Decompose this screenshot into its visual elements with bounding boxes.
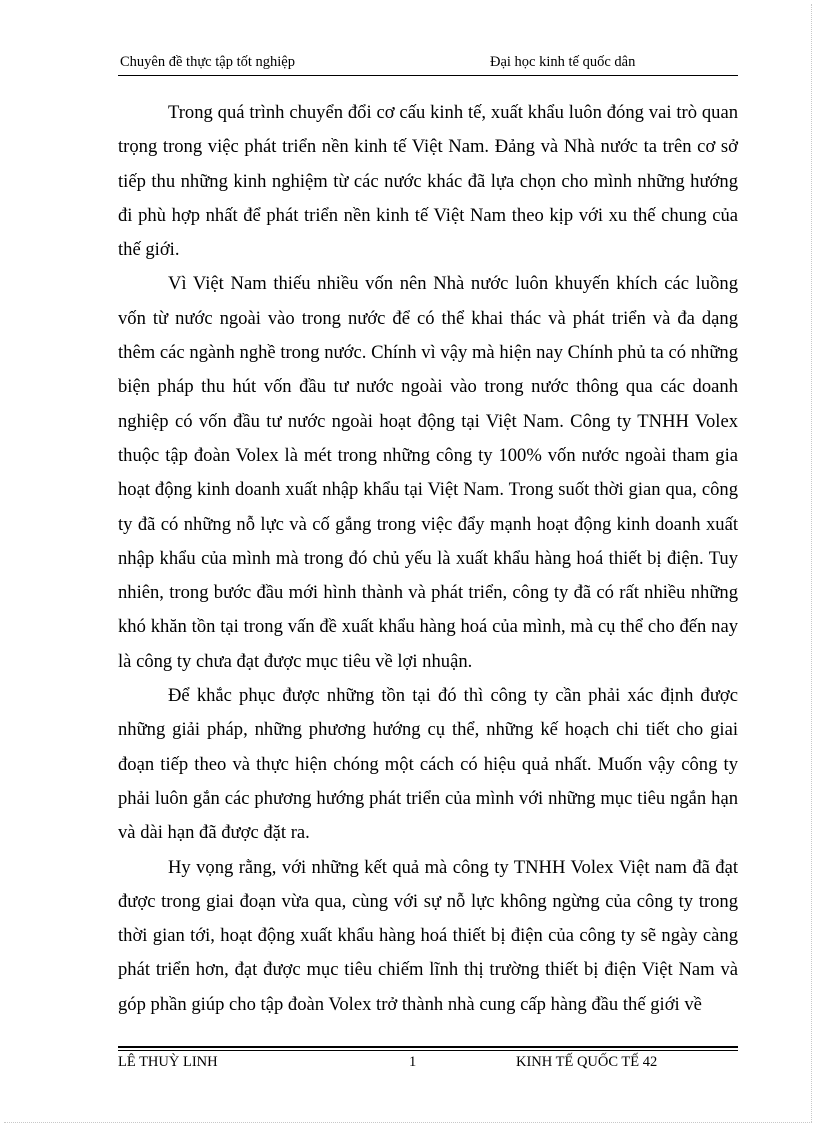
header-university: Đại học kinh tế quốc dân [490,54,636,70]
paragraph-2: Vì Việt Nam thiếu nhiều vốn nên Nhà nước luôn khuyến khích các luồng vốn từ nước ngoài vào trong nước để có thể khai thác và phát triển và đa dạng thêm các ngành nghề trong nước. Chính vì vậy mà hiện nay Chính phủ ta có những biện pháp thu hút vốn đầu tư nước ngoài vào trong nước thông qua các doanh nghiệp có vốn đầu tư nước ngoài hoạt động tại Việt Nam. Công ty TNHH Volex thuộc tập đoàn Volex là mét trong những công ty 100% vốn nước ngoài tham gia hoạt động kinh doanh xuất nhập khẩu tại Việt Nam. Trong suốt thời gian qua, công ty đã có những nỗ lực và cố gắng trong việc đẩy mạnh hoạt động kinh doanh xuất nhập khẩu của mình mà trong đó chủ yếu là xuất khẩu hàng hoá thiết bị điện. Tuy nhiên, trong bước đầu mới hình thành và phát triển, công ty đã có rất nhiều những khó khăn tồn tại trong vấn đề xuất khẩu hàng hoá của mình, mà cụ thể cho đến nay là công ty chưa đạt được mục tiêu về lợi nhuận. [118,273,738,672]
footer-rule-bottom [118,1050,738,1051]
header-course-title: Chuyên đề thực tập tốt nghiệp [120,54,295,70]
page-footer [118,1054,738,1076]
document-body [118,96,738,1022]
footer-class: KINH TẾ QUỐC TẾ 42 [516,1054,658,1070]
footer-page-number: 1 [409,1054,417,1070]
paragraph-1: Trong quá trình chuyển đổi cơ cấu kinh tế, xuất khẩu luôn đóng vai trò quan trọng trong việc phát triển nền kinh tế Việt Nam. Đảng và Nhà nước ta trên cơ sở tiếp thu những kinh nghiệm từ các nước khác đã lựa chọn cho mình những hướng đi phù hợp nhất để phát triển nền kinh tế Việt Nam theo kịp với xu thế chung của thế giới. [118,102,738,261]
page-header [118,52,738,74]
paragraph-3: Để khắc phục được những tồn tại đó thì công ty cần phải xác định được những giải pháp, những phương hướng cụ thể, những kế hoạch chi tiết cho giai đoạn tiếp theo và thực hiện chóng một cách có hiệu quả nhất. Muốn vậy công ty phải luôn gắn các phương hướng phát triển của mình với những mục tiêu ngắn hạn và dài hạn đã được đặt ra. [118,685,738,844]
header-rule [118,75,738,76]
paragraph-4: Hy vọng rằng, với những kết quả mà công ty TNHH Volex Việt nam đã đạt được trong giai đoạn vừa qua, cùng với sự nỗ lực không ngừng của công ty trong thời gian tới, hoạt động xuất khẩu hàng hoá thiết bị điện của công ty sẽ ngày càng phát triển hơn, đạt được mục tiêu chiếm lĩnh thị trường thiết bị điện Việt Nam và góp phần giúp cho tập đoàn Volex trở thành nhà cung cấp hàng đầu thế giới về [118,856,738,1015]
page-right-edge [811,4,812,1122]
footer-rule-top [118,1046,738,1048]
footer-author: LÊ THUỲ LINH [118,1054,218,1070]
